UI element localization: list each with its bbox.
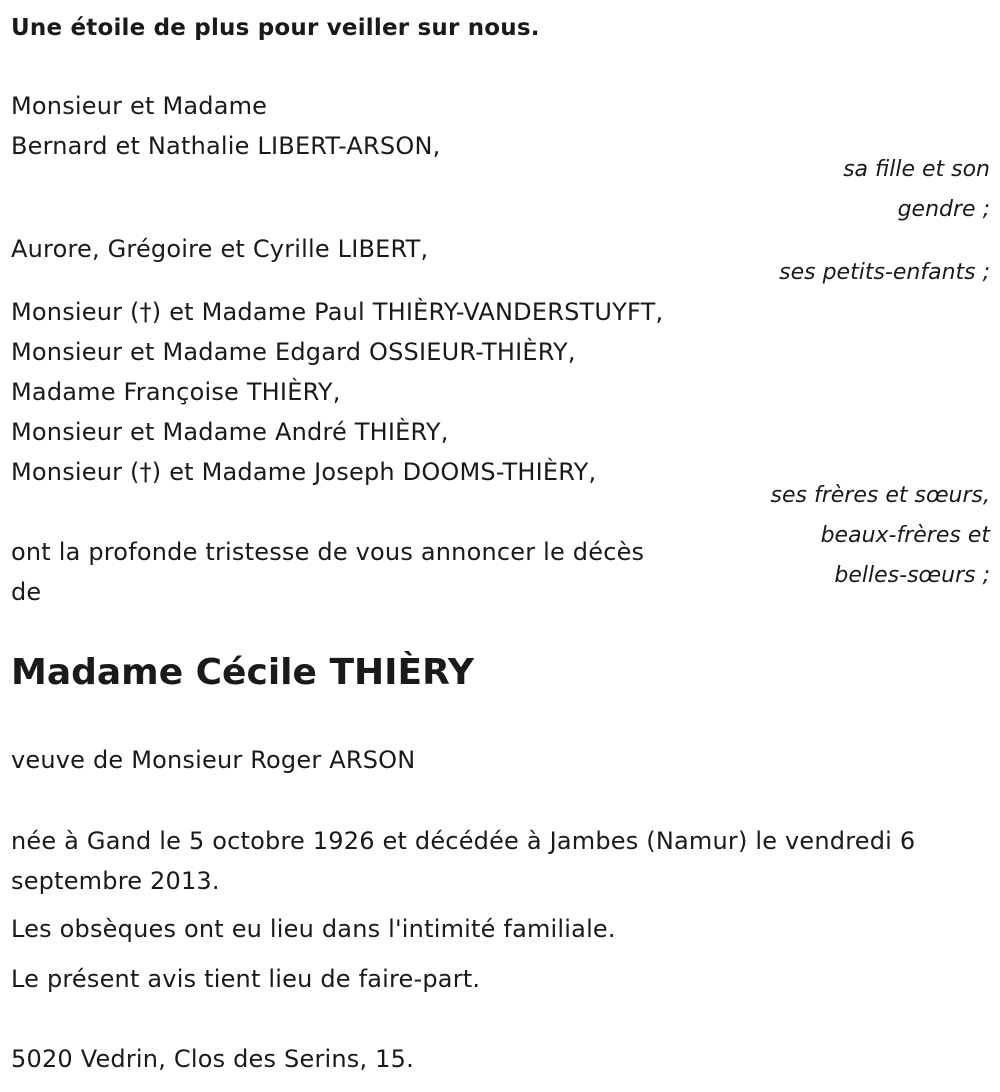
daughter-relation-2: gendre ; xyxy=(897,197,990,222)
widow-of: veuve de Monsieur Roger ARSON xyxy=(11,746,416,774)
address: 5020 Vedrin, Clos des Serins, 15. xyxy=(11,1045,414,1073)
sibling-line-5: Monsieur (†) et Madame Joseph DOOMS-THIÈRY, xyxy=(11,458,597,486)
funeral-note: Les obsèques ont eu lieu dans l'intimité familiale. xyxy=(11,915,616,943)
notice-note: Le présent avis tient lieu de faire-part. xyxy=(11,965,481,993)
grandchildren-relation: ses petits-enfants ; xyxy=(779,260,990,285)
daughter-relation-1: sa fille et son xyxy=(843,157,990,182)
daughter-line-2: Bernard et Nathalie LIBERT-ARSON, xyxy=(11,132,441,160)
sibling-line-2: Monsieur et Madame Edgard OSSIEUR-THIÈRY, xyxy=(11,338,576,366)
announcement-line-2: de xyxy=(11,578,42,606)
siblings-relation-3: belles-sœurs ; xyxy=(834,563,990,588)
siblings-relation-2: beaux-frères et xyxy=(820,523,990,548)
announcement-line-1: ont la profonde tristesse de vous annoncer le décès xyxy=(11,538,645,566)
grandchildren-line: Aurore, Grégoire et Cyrille LIBERT, xyxy=(11,235,429,263)
birth-death-line-2: septembre 2013. xyxy=(11,867,220,895)
daughter-line-1: Monsieur et Madame xyxy=(11,92,268,120)
sibling-line-1: Monsieur (†) et Madame Paul THIÈRY-VANDERSTUYFT, xyxy=(11,298,664,326)
sibling-line-4: Monsieur et Madame André THIÈRY, xyxy=(11,418,449,446)
birth-death-line-1: née à Gand le 5 octobre 1926 et décédée à Jambes (Namur) le vendredi 6 xyxy=(11,827,916,855)
sibling-line-3: Madame Françoise THIÈRY, xyxy=(11,378,341,406)
deceased-name: Madame Cécile THIÈRY xyxy=(11,652,474,693)
siblings-relation-1: ses frères et sœurs, xyxy=(770,483,990,508)
headline: Une étoile de plus pour veiller sur nous. xyxy=(11,15,540,41)
